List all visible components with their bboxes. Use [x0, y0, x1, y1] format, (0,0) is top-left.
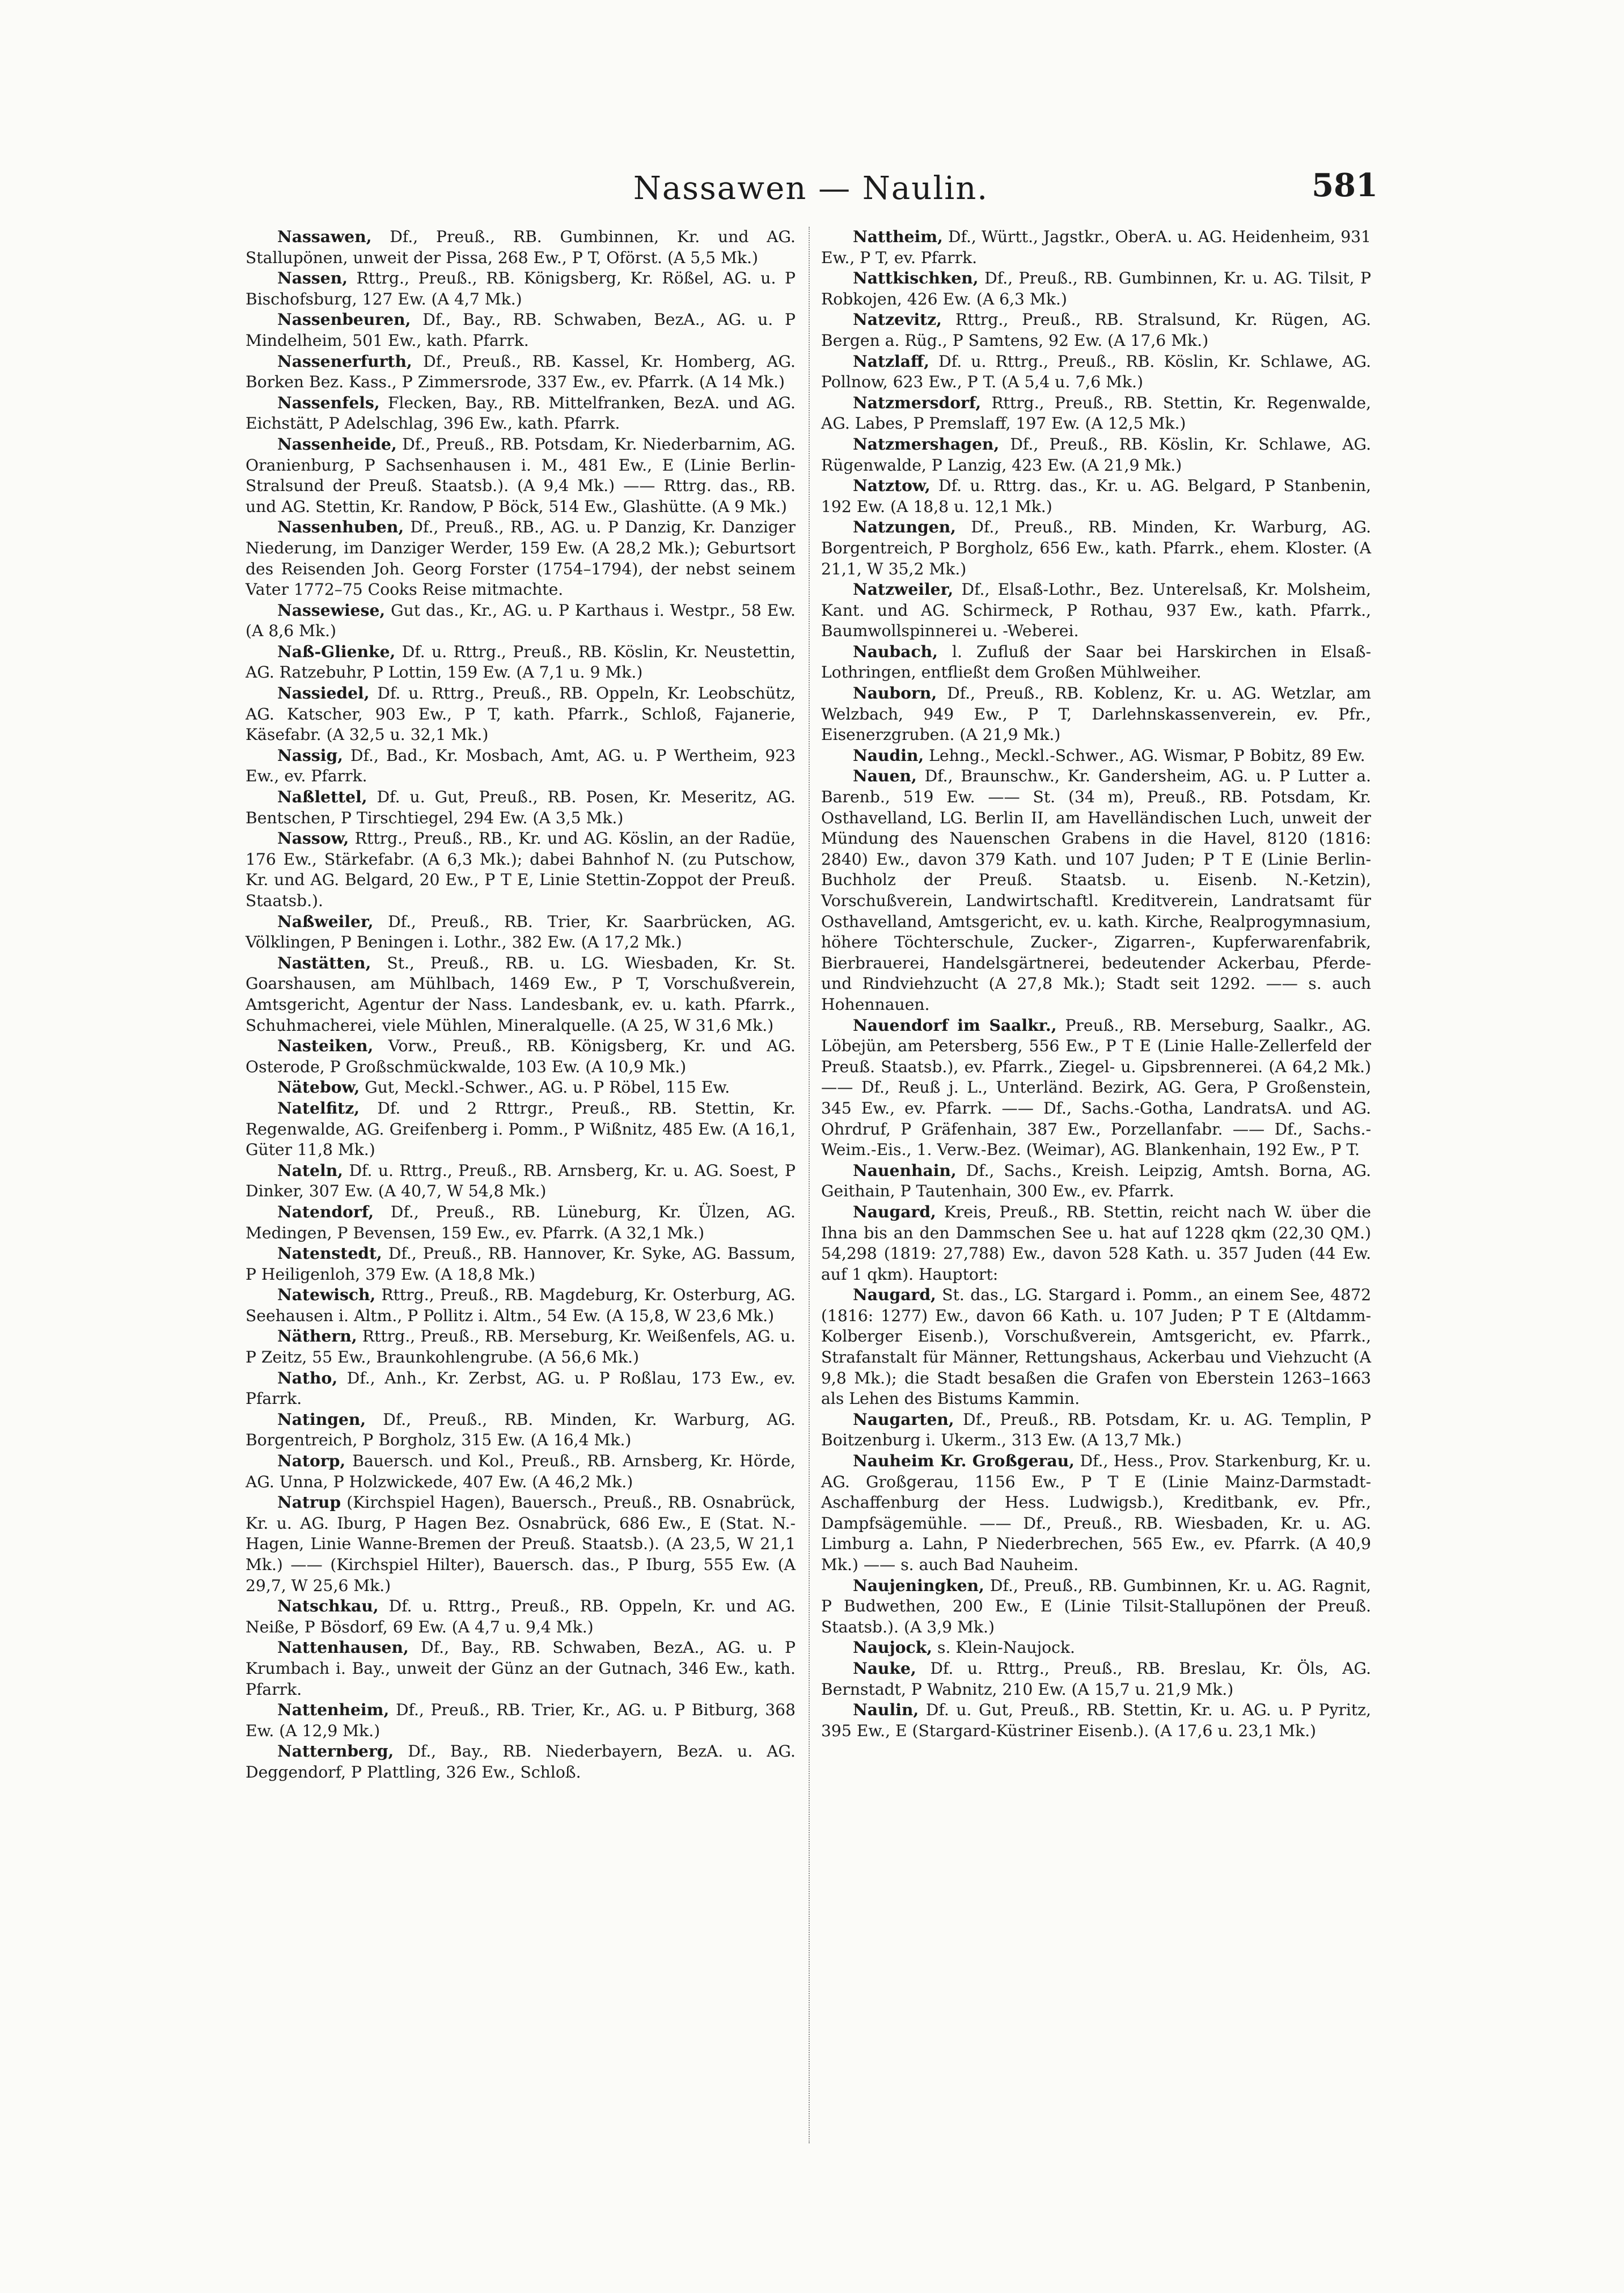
entry-text: Rttrg., Preuß., RB. Stettin, Kr. Regenwalde, AG. Labes, P Premslaff, 197 Ew. (A 12,5 Mk.) — [821, 393, 1371, 433]
entry-headword: Natrup — [277, 1493, 341, 1512]
entry-headword: Nattheim, — [853, 227, 943, 246]
entry-headword: Naujeningken, — [853, 1576, 984, 1595]
gazetteer-entry — [246, 787, 796, 828]
entry-text: Df. u. Rttrg., Preuß., RB. Oppeln, Kr. und AG. Neiße, P Bösdorf, 69 Ew. (A 4,7 u. 9,4 Mk.) — [246, 1597, 796, 1636]
entry-headword: Nauenhain, — [853, 1161, 957, 1180]
entry-text: Rttrg., Preuß., RB., Kr. und AG. Köslin, an der Radüe, 176 Ew., Stärkefabr. (A 6,3 Mk.); dabei Bahnhof N. (zu Putschow, Kr. und AG. Belgard, 20 Ew., P T E, Linie Stettin-Zoppot der Preuß. Staatsb.). — [246, 829, 796, 910]
entry-headword: Natorp, — [277, 1452, 346, 1471]
entry-headword: Natewisch, — [277, 1285, 376, 1305]
entry-text: Df., Preuß., RB. Potsdam, Kr. u. AG. Templin, P Boitzenburg i. Ukerm., 313 Ew. (A 13,7 Mk.) — [821, 1410, 1371, 1450]
entry-text: Df., Preuß., RB. Lüneburg, Kr. Ülzen, AG. Medingen, P Bevensen, 159 Ew., ev. Pfarrk. (A 32,1 Mk.) — [246, 1202, 796, 1242]
gazetteer-entry — [246, 746, 796, 787]
gazetteer-entry — [246, 1285, 796, 1326]
entry-headword: Näthern, — [277, 1327, 357, 1346]
entry-text: Df. u. Rttrg., Preuß., RB. Köslin, Kr. Neustettin, AG. Ratzebuhr, P Lottin, 159 Ew. (A 7,1 u. 9 Mk.) — [246, 642, 796, 682]
entry-text: Df., Preuß., RB. Minden, Kr. Warburg, AG. Borgentreich, P Borgholz, 656 Ew., kath. Pfarrk., ehem. Kloster. (A 21,1, W 35,2 Mk.) — [821, 518, 1371, 578]
entry-headword: Nasteiken, — [277, 1036, 374, 1056]
gazetteer-entry — [246, 1700, 796, 1741]
entry-text: Df., Preuß., RB. Gumbinnen, Kr. u. AG. Ragnit, P Budwethen, 200 Ew., E (Linie Tilsit-Stallupönen der Preuß. Staatsb.). (A 3,9 Mk.) — [821, 1576, 1371, 1636]
gazetteer-entry — [246, 1326, 796, 1368]
entry-text: Df., Preuß., RB. Hannover, Kr. Syke, AG. Bassum, P Heiligenloh, 379 Ew. (A 18,8 Mk.) — [246, 1244, 796, 1284]
entry-text: Rttrg., Preuß., RB. Merseburg, Kr. Weißenfels, AG. u. P Zeitz, 55 Ew., Braunkohlengrube. (A 56,6 Mk.) — [246, 1327, 796, 1367]
entry-headword: Naugard, — [853, 1285, 936, 1305]
entry-headword: Natingen, — [277, 1410, 366, 1429]
entry-text: l. Zufluß der Saar bei Harskirchen in Elsaß-Lothringen, entfließt dem Großen Mühlweiher. — [821, 642, 1371, 682]
entry-headword: Nassenerfurth, — [277, 352, 412, 371]
entry-text: Rttrg., Preuß., RB. Stralsund, Kr. Rügen, AG. Bergen a. Rüg., P Samtens, 92 Ew. (A 17,6 Mk.) — [821, 310, 1371, 350]
entry-headword: Naßweiler, — [277, 912, 374, 931]
entry-text: Df., Bay., RB. Schwaben, BezA., AG. u. P Mindelheim, 501 Ew., kath. Pfarrk. — [246, 310, 796, 350]
page-header — [244, 167, 1378, 215]
entry-text: Gut das., Kr., AG. u. P Karthaus i. Westpr., 58 Ew. (A 8,6 Mk.) — [246, 600, 796, 641]
entry-headword: Naulin, — [853, 1700, 919, 1720]
entry-text: Df., Bay., RB. Schwaben, BezA., AG. u. P Krumbach i. Bay., unweit der Günz an der Gutnach, 346 Ew., kath. Pfarrk. — [246, 1638, 796, 1699]
entry-text: Rttrg., Preuß., RB. Magdeburg, Kr. Osterburg, AG. Seehausen i. Altm., P Pollitz i. Altm., 54 Ew. (A 15,8, W 23,6 Mk.) — [246, 1285, 796, 1325]
entry-text: Lehng., Meckl.-Schwer., AG. Wismar, P Bobitz, 89 Ew. — [924, 746, 1365, 765]
gazetteer-entry — [821, 746, 1371, 767]
entry-text: Df., Preuß., RB., AG. u. P Danzig, Kr. Danziger Niederung, im Danziger Werder, 159 Ew. (A 28,2 Mk.); Geburtsort des Reisenden Joh. Georg Forster (1754–1794), der nebst seinem Vater 1772–75 Cooks Reise mitmachte. — [246, 518, 796, 599]
gazetteer-entry — [246, 268, 796, 310]
gazetteer-entry — [246, 517, 796, 600]
gazetteer-entry — [821, 683, 1371, 746]
entry-headword: Nattkischken, — [853, 269, 979, 288]
entry-headword: Nateln, — [277, 1161, 343, 1180]
entry-headword: Nassow, — [277, 829, 349, 848]
gazetteer-entry — [821, 1638, 1371, 1659]
entry-headword: Nauendorf im Saalkr., — [853, 1016, 1057, 1035]
entry-text: Gut, Meckl.-Schwer., AG. u. P Röbel, 115 Ew. — [360, 1078, 730, 1097]
gazetteer-entry — [246, 393, 796, 434]
entry-text: Df., Preuß., RB. Köslin, Kr. Schlawe, AG. Rügenwalde, P Lanzig, 423 Ew. (A 21,9 Mk.) — [821, 434, 1371, 475]
gazetteer-entry — [246, 828, 796, 911]
entry-headword: Naugarten, — [853, 1410, 954, 1429]
gazetteer-entry — [246, 1098, 796, 1161]
gazetteer-entry — [821, 227, 1371, 268]
gazetteer-entry — [246, 1077, 796, 1098]
entry-text: Df. und 2 Rttrgr., Preuß., RB. Stettin, Kr. Regenwalde, AG. Greifenberg i. Pomm., P Wißnitz, 485 Ew. (A 16,1, Güter 11,8 Mk.) — [246, 1098, 796, 1160]
gazetteer-entry — [821, 766, 1371, 1015]
gazetteer-entry — [821, 1016, 1371, 1161]
entry-text: Df., Sachs., Kreish. Leipzig, Amtsh. Borna, AG. Geithain, P Tautenhain, 300 Ew., ev. Pfarrk. — [821, 1161, 1371, 1201]
entry-text: Df. u. Rttrg., Preuß., RB. Arnsberg, Kr. u. AG. Soest, P Dinker, 307 Ew. (A 40,7, W 54,8 Mk.) — [246, 1161, 796, 1201]
gazetteer-entry — [246, 953, 796, 1036]
entry-headword: Natenstedt, — [277, 1244, 382, 1263]
entry-text: Df., Braunschw., Kr. Gandersheim, AG. u. P Lutter a. Barenb., 519 Ew. —— St. (34 m), Preuß., RB. Potsdam, Kr. Osthavelland, LG. Berlin II, am Havelländischen Luch, unweit der Mündung des Nauenschen Grabens in die Havel, 8120 (1816: 2840) Ew., davon 379 Kath. und 107 Juden; P T E (Linie Berlin-Buchholz der Preuß. Staatsb. u. Eisenb. N.-Ketzin), Vorschußverein, Landwirtschaftl. Kreditverein, Landratsamt für Osthavelland, Amtsgericht, ev. u. kath. Kirche, Realprogymnasium, höhere Töchterschule, Zucker-, Zigarren-, Kupferwarenfabrik, Bierbrauerei, Handelsgärtnerei, bedeutender Ackerbau, Pferde- und Rindviehzucht (A 27,8 Mk.); Stadt seit 1292. —— s. auch Hohennauen. — [821, 767, 1371, 1014]
gazetteer-entry — [821, 352, 1371, 393]
entry-headword: Natzmershagen, — [853, 434, 1000, 454]
entry-text: Df., Preuß., RB. Gumbinnen, Kr. u. AG. Tilsit, P Robkojen, 426 Ew. (A 6,3 Mk.) — [821, 269, 1371, 308]
gazetteer-entry — [821, 1576, 1371, 1638]
gazetteer-entry — [246, 1036, 796, 1077]
gazetteer-entry — [246, 1368, 796, 1410]
entry-text: Df. u. Gut, Preuß., RB. Posen, Kr. Meseritz, AG. Bentschen, P Tirschtiegel, 294 Ew. (A 3,5 Mk.) — [246, 788, 796, 827]
left-column — [246, 227, 796, 1783]
entry-text: Flecken, Bay., RB. Mittelfranken, BezA. und AG. Eichstätt, P Adelschlag, 396 Ew., kath. Pfarrk. — [246, 393, 796, 433]
entry-text: Df. u. Rttrg., Preuß., RB. Breslau, Kr. Öls, AG. Bernstadt, P Wabnitz, 210 Ew. (A 15,7 u. 21,9 Mk.) — [821, 1659, 1371, 1699]
gazetteer-entry — [246, 642, 796, 683]
entry-text: Df., Elsaß-Lothr., Bez. Unterelsaß, Kr. Molsheim, Kant. und AG. Schirmeck, P Rothau, 937 Ew., kath. Pfarrk., Baumwollspinnerei u. -Weberei. — [821, 580, 1371, 641]
page-number: 581 — [1312, 167, 1378, 204]
gazetteer-entry — [246, 912, 796, 953]
entry-headword: Nassen, — [277, 269, 348, 288]
gazetteer-entry — [246, 1161, 796, 1202]
gazetteer-entry — [246, 227, 796, 268]
entry-headword: Natzungen, — [853, 518, 956, 537]
entry-text: Kreis, Preuß., RB. Stettin, reicht nach W. über die Ihna bis an den Dammschen See u. hat auf 1228 qkm (22,30 QM.) 54,298 (1819: 27,788) Ew., davon 528 Kath. u. 357 Juden (44 Ew. auf 1 qkm). Hauptort: — [821, 1202, 1371, 1284]
gazetteer-entry — [246, 1243, 796, 1285]
entry-text: Df., Preuß., RB. Kassel, Kr. Homberg, AG. Borken Bez. Kass., P Zimmersrode, 337 Ew., ev. Pfarrk. (A 14 Mk.) — [246, 352, 796, 392]
right-column — [821, 227, 1371, 1741]
gazetteer-entry — [821, 642, 1371, 683]
gazetteer-entry — [246, 310, 796, 351]
gazetteer-entry — [821, 393, 1371, 434]
entry-headword: Natschkau, — [277, 1597, 379, 1616]
entry-headword: Nauke, — [853, 1659, 916, 1678]
entry-text: Df., Bay., RB. Niederbayern, BezA. u. AG. Deggendorf, P Plattling, 326 Ew., Schloß. — [246, 1742, 796, 1782]
entry-text: Df. u. Rttrg. das., Kr. u. AG. Belgard, P Stanbenin, 192 Ew. (A 18,8 u. 12,1 Mk.) — [821, 476, 1371, 516]
entry-text: Df., Preuß., RB. Potsdam, Kr. Niederbarnim, AG. Oranienburg, P Sachsenhausen i. M., 481 Ew., E (Linie Berlin-Stralsund der Preuß. Staatsb.). (A 9,4 Mk.) —— Rttrg. das., RB. und AG. Stettin, Kr. Randow, P Böck, 514 Ew., Glashütte. (A 9 Mk.) — [246, 434, 796, 516]
entry-headword: Natzlaff, — [853, 352, 929, 371]
entry-headword: Nassenbeuren, — [277, 310, 411, 329]
entry-headword: Natztow, — [853, 476, 931, 496]
entry-text: Df., Preuß., RB. Gumbinnen, Kr. und AG. Stallupönen, unweit der Pissa, 268 Ew., P T, Oförst. (A 5,5 Mk.) — [246, 227, 796, 267]
entry-headword: Nassawen, — [277, 227, 372, 246]
gazetteer-entry — [246, 1741, 796, 1783]
entry-text: Df., Preuß., RB. Trier, Kr., AG. u. P Bitburg, 368 Ew. (A 12,9 Mk.) — [246, 1700, 796, 1740]
entry-headword: Naudin, — [853, 746, 924, 765]
entry-text: s. Klein-Naujock. — [932, 1638, 1075, 1657]
entry-text: Df. u. Rttrg., Preuß., RB. Oppeln, Kr. Leobschütz, AG. Katscher, 903 Ew., P T, kath. Pfarrk., Schloß, Fajanerie, Käsefabr. (A 32,5 u. 32,1 Mk.) — [246, 684, 796, 744]
entry-text: Df., Preuß., RB. Minden, Kr. Warburg, AG. Borgentreich, P Borgholz, 315 Ew. (A 16,4 Mk.) — [246, 1410, 796, 1450]
gazetteer-entry — [246, 600, 796, 642]
gazetteer-entry — [246, 683, 796, 746]
entry-headword: Nauborn, — [853, 684, 937, 703]
entry-headword: Nattenhausen, — [277, 1638, 409, 1657]
gazetteer-entry — [821, 476, 1371, 517]
gazetteer-entry — [821, 1285, 1371, 1410]
entry-text: Df. u. Rttrg., Preuß., RB. Köslin, Kr. Schlawe, AG. Pollnow, 623 Ew., P T. (A 5,4 u. 7,6 Mk.) — [821, 352, 1371, 392]
entry-text: Vorw., Preuß., RB. Königsberg, Kr. und AG. Osterode, P Großschmückwalde, 103 Ew. (A 10,9 Mk.) — [246, 1036, 796, 1076]
entry-text: Df. u. Gut, Preuß., RB. Stettin, Kr. u. AG. u. P Pyritz, 395 Ew., E (Stargard-Küstriner Eisenb.). (A 17,6 u. 23,1 Mk.) — [821, 1700, 1371, 1740]
gazetteer-entry — [821, 268, 1371, 310]
gazetteer-entry — [821, 434, 1371, 476]
entry-text: Df., Preuß., RB. Trier, Kr. Saarbrücken, AG. Völklingen, P Beningen i. Lothr., 382 Ew. (A 17,2 Mk.) — [246, 912, 796, 952]
entry-text: Df., Hess., Prov. Starkenburg, Kr. u. AG. Großgerau, 1156 Ew., P T E (Linie Mainz-Darmstadt-Aschaffenburg der Hess. Ludwigsb.), Kreditbank, ev. Pfr., Dampfsägemühle. —— Df., Preuß., RB. Wiesbaden, Kr. u. AG. Limburg a. Lahn, P Niederbrechen, 565 Ew., ev. Pfarrk. (A 40,9 Mk.) —— s. auch Bad Nauheim. — [821, 1452, 1371, 1574]
gazetteer-entry — [821, 1202, 1371, 1285]
gazetteer-entry — [246, 1638, 796, 1700]
entry-headword: Natzevitz, — [853, 310, 942, 329]
gazetteer-entry — [821, 579, 1371, 642]
entry-headword: Nauheim Kr. Großgerau, — [853, 1452, 1075, 1471]
entry-headword: Naß-Glienke, — [277, 642, 396, 661]
entry-text: Bauersch. und Kol., Preuß., RB. Arnsberg, Kr. Hörde, AG. Unna, P Holzwickede, 407 Ew. (A 46,2 Mk.) — [246, 1452, 796, 1491]
entry-headword: Nassenheide, — [277, 434, 397, 454]
entry-headword: Nastätten, — [277, 953, 371, 972]
entry-headword: Nätebow, — [277, 1078, 360, 1097]
entry-text: Df., Württ., Jagstkr., OberA. u. AG. Heidenheim, 931 Ew., P T, ev. Pfarrk. — [821, 227, 1371, 267]
gazetteer-entry — [821, 1451, 1371, 1576]
gazetteer-entry — [821, 1659, 1371, 1700]
entry-text: St., Preuß., RB. u. LG. Wiesbaden, Kr. St. Goarshausen, am Mühlbach, 1469 Ew., P T, Vorschußverein, Amtsgericht, Agentur der Nass. Landesbank, ev. u. kath. Pfarrk., Schuhmacherei, viele Mühlen, Mineralquelle. (A 25, W 31,6 Mk.) — [246, 953, 796, 1035]
entry-text: Df., Anh., Kr. Zerbst, AG. u. P Roßlau, 173 Ew., ev. Pfarrk. — [246, 1368, 796, 1408]
entry-headword: Naujock, — [853, 1638, 933, 1657]
entry-headword: Natternberg, — [277, 1742, 394, 1761]
gazetteer-entry — [821, 517, 1371, 579]
gazetteer-entry — [821, 310, 1371, 351]
entry-text: (Kirchspiel Hagen), Bauersch., Preuß., RB. Osnabrück, Kr. u. AG. Iburg, P Hagen Bez. Osnabrück, 686 Ew., E (Stat. N.-Hagen, Linie Wanne-Bremen der Preuß. Staatsb.). (A 23,5, W 21,1 Mk.) —— (Kirchspiel Hilter), Bauersch. das., P Iburg, 555 Ew. (A 29,7, W 25,6 Mk.) — [246, 1493, 796, 1595]
entry-text: St. das., LG. Stargard i. Pomm., an einem See, 4872 (1816: 1277) Ew., davon 66 Kath. u. 107 Juden; P T E (Altdamm-Kolberger Eisenb.), Vorschußverein, Amtsgericht, ev. Pfarrk., Strafanstalt für Männer, Rettungshaus, Ackerbau und Viehzucht (A 9,8 Mk.); die Stadt besaßen die Grafen von Eberstein 1263–1663 als Lehen des Bistums Kammin. — [821, 1285, 1371, 1408]
entry-headword: Natzweiler, — [853, 580, 954, 599]
gazetteer-entry — [246, 434, 796, 517]
entry-headword: Nassiedel, — [277, 684, 370, 703]
gazetteer-entry — [821, 1410, 1371, 1451]
entry-text: Preuß., RB. Merseburg, Saalkr., AG. Löbejün, am Petersberg, 556 Ew., P T E (Linie Halle-Zellerfeld der Preuß. Staatsb.), ev. Pfarrk., Ziegel- u. Gipsbrennerei. (A 64,2 Mk.) —— Df., Reuß j. L., Unterländ. Bezirk, AG. Gera, P Großenstein, 345 Ew., ev. Pfarrk. —— Df., Sachs.-Gotha, LandratsA. und AG. Ohrdruf, P Gräfenhain, 387 Ew., Porzellanfabr. —— Df., Sachs.-Weim.-Eis., 1. Verw.-Bez. (Weimar), AG. Blankenhain, 192 Ew., P T. — [821, 1016, 1372, 1160]
entry-headword: Nauen, — [853, 767, 917, 786]
entry-headword: Natendorf, — [277, 1202, 374, 1221]
running-head: Nassawen — Naulin. — [633, 170, 989, 207]
entry-text: Rttrg., Preuß., RB. Königsberg, Kr. Rößel, AG. u. P Bischofsburg, 127 Ew. (A 4,7 Mk.) — [246, 269, 796, 308]
entry-headword: Nassig, — [277, 746, 343, 765]
entry-headword: Nattenheim, — [277, 1700, 390, 1720]
gazetteer-entry — [246, 1492, 796, 1596]
entry-headword: Natzmersdorf, — [853, 393, 982, 412]
gazetteer-entry — [246, 1202, 796, 1243]
entry-headword: Naugard, — [853, 1202, 936, 1221]
entry-text: Df., Preuß., RB. Koblenz, Kr. u. AG. Wetzlar, am Welzbach, 949 Ew., P T, Darlehnskassenverein, ev. Pfr., Eisenerzgruben. (A 21,9 Mk.) — [821, 684, 1371, 744]
entry-text: Df., Bad., Kr. Mosbach, Amt, AG. u. P Wertheim, 923 Ew., ev. Pfarrk. — [246, 746, 796, 786]
gazetteer-entry — [246, 1451, 796, 1492]
column-divider — [809, 227, 810, 2143]
gazetteer-entry — [821, 1161, 1371, 1202]
gazetteer-entry — [246, 1596, 796, 1638]
entry-headword: Natelfitz, — [277, 1098, 360, 1118]
entry-headword: Nassenfels, — [277, 393, 380, 412]
gazetteer-entry — [246, 1410, 796, 1451]
entry-headword: Naßlettel, — [277, 788, 367, 807]
entry-headword: Natho, — [277, 1368, 338, 1387]
gazetteer-entry — [246, 352, 796, 393]
entry-headword: Nassenhuben, — [277, 518, 404, 537]
gazetteer-entry — [821, 1700, 1371, 1741]
entry-headword: Naubach, — [853, 642, 938, 661]
entry-headword: Nassewiese, — [277, 600, 386, 620]
